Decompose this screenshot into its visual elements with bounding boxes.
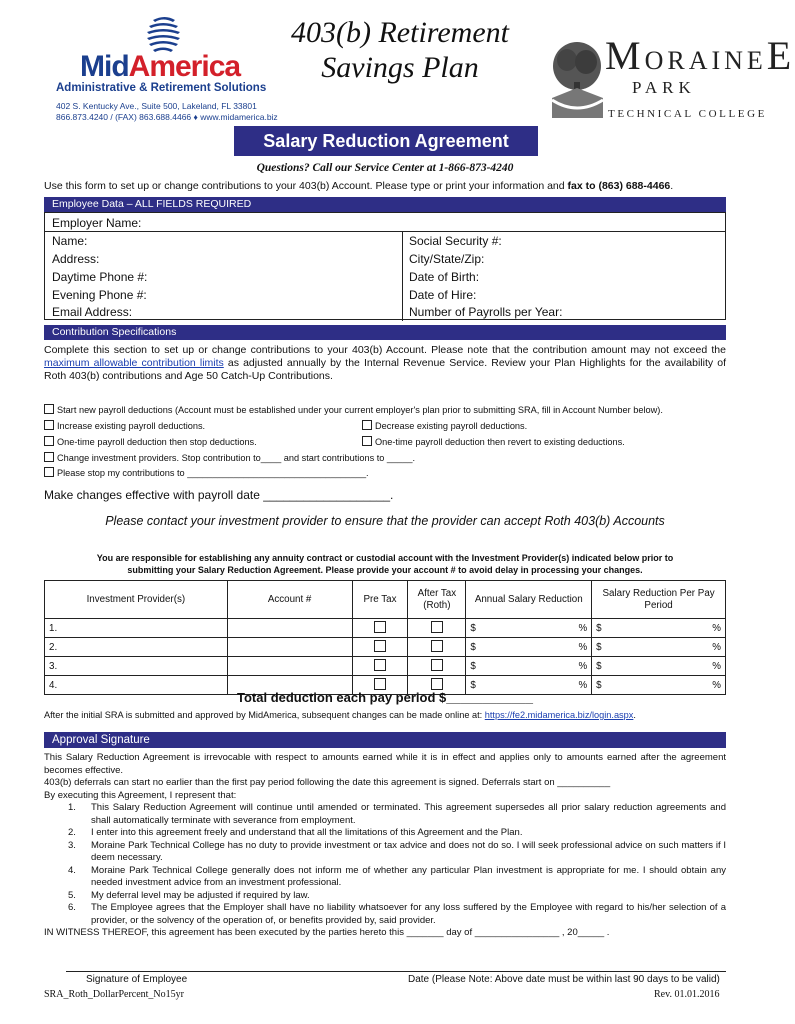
witness-date-field[interactable]: IN WITNESS THEREOF, this agreement has been executed by the parties hereto this _______ day of ________________ , 20_____ . <box>44 927 610 938</box>
daytime-phone-field[interactable]: Daytime Phone #: <box>52 270 148 284</box>
address-line: 402 S. Kentucky Ave., Suite 500, Lakeland, FL 33801 <box>56 101 257 111</box>
logo-subtitle: Administrative & Retirement Solutions <box>56 82 267 94</box>
pretax-cell[interactable] <box>352 657 408 676</box>
col-header-provider: Investment Provider(s) <box>45 581 228 619</box>
contribution-limits-link[interactable]: maximum allowable contribution limits <box>44 357 224 369</box>
col-header-annual: Annual Salary Reduction <box>466 581 592 619</box>
checkbox[interactable] <box>374 621 386 633</box>
annual-cell[interactable]: $ % <box>466 657 592 676</box>
investment-provider-table <box>44 580 726 695</box>
service-center-note: Questions? Call our Service Center at 1-866-873-4240 <box>256 162 514 174</box>
checkbox[interactable] <box>44 420 54 430</box>
employee-signature-label: Signature of Employee <box>86 974 188 985</box>
college-name: MORAINEE <box>605 33 795 78</box>
pretax-cell[interactable] <box>352 619 408 638</box>
list-item: 1. This Salary Reduction Agreement will continue until amended or terminated. This agreement supersedes all prior salary reduction agreements and shall automatically terminate with severance from employment. <box>68 802 726 826</box>
approval-header: Approval Signature <box>44 732 726 748</box>
per-pay-cell[interactable]: $ % <box>592 657 726 676</box>
pretax-cell[interactable] <box>352 638 408 657</box>
per-pay-cell[interactable]: $ % <box>592 619 726 638</box>
employee-data-box <box>44 212 726 320</box>
online-changes-note: After the initial SRA is submitted and approved by MidAmerica, subsequent changes can be made online at: https://fe2.midamerica.biz/login.aspx. <box>44 710 636 720</box>
intro-text: Use this form to set up or change contributions to your 403(b) Account. Please type or print your information and fax to (863) 688-4466. <box>44 180 674 192</box>
form-banner: Salary Reduction Agreement <box>234 126 538 156</box>
annual-cell[interactable]: $ % <box>466 676 592 695</box>
option-start-new[interactable]: Start new payroll deductions (Account must be established under your current employer's plan prior to submitting SRA, fill in Account Number below). <box>44 404 663 415</box>
city-state-zip-field[interactable]: City/State/Zip: <box>409 252 485 266</box>
annual-cell[interactable]: $ % <box>466 619 592 638</box>
checkbox[interactable] <box>431 659 443 671</box>
effective-date-field[interactable]: Make changes effective with payroll date ___________________. <box>44 488 394 502</box>
col-header-pretax: Pre Tax <box>352 581 408 619</box>
checkbox[interactable] <box>44 452 54 462</box>
checkbox[interactable] <box>44 467 54 477</box>
checkbox[interactable] <box>374 678 386 690</box>
checkbox[interactable] <box>431 640 443 652</box>
responsibility-note: You are responsible for establishing any annuity contract or custodial account with the Investment Provider(s) indicated below prior to submitting your Salary Reduction Agreement. Please provide your account # to avoid delay in processing your changes. <box>96 553 674 575</box>
option-decrease[interactable]: Decrease existing payroll deductions. <box>362 420 527 431</box>
college-subtitle: TECHNICAL COLLEGE <box>608 108 767 120</box>
list-item: 3. Moraine Park Technical College has no duty to provide investment or tax advice and does not do so. I will seek professional advice on such matters if I deem necessary. <box>68 839 726 863</box>
provider-cell[interactable]: 3. <box>45 657 228 676</box>
provider-cell[interactable]: 4. <box>45 676 228 695</box>
list-item: 2. I enter into this agreement freely and understand that all the limitations of this Agreement and the Plan. <box>68 827 523 838</box>
checkbox[interactable] <box>431 678 443 690</box>
option-increase[interactable]: Increase existing payroll deductions. <box>44 420 205 431</box>
checkbox[interactable] <box>44 404 54 414</box>
checkbox[interactable] <box>431 621 443 633</box>
checkbox[interactable] <box>362 420 372 430</box>
account-cell[interactable] <box>227 657 352 676</box>
signature-line[interactable] <box>66 971 726 972</box>
table-header-row <box>45 581 726 619</box>
represent-intro: By executing this Agreement, I represent that: <box>44 789 237 801</box>
checkbox[interactable] <box>374 640 386 652</box>
option-change-provider[interactable]: Change investment providers. Stop contribution to____ and start contributions to _____. <box>44 452 415 463</box>
col-header-per-pay: Salary Reduction Per Pay Period <box>592 581 726 619</box>
college-park: PARK <box>632 78 696 97</box>
table-row <box>45 657 726 676</box>
dob-field[interactable]: Date of Birth: <box>409 270 480 284</box>
per-pay-cell[interactable]: $ % <box>592 638 726 657</box>
contact-line: 866.873.4240 / (FAX) 863.688.4466 ♦ www.midamerica.biz <box>56 112 278 122</box>
form-code: SRA_Roth_DollarPercent_No15yr <box>44 989 184 1000</box>
payrolls-per-year-field[interactable]: Number of Payrolls per Year: <box>409 305 563 319</box>
table-row <box>45 619 726 638</box>
tree-logo-icon <box>550 38 605 123</box>
email-field[interactable]: Email Address: <box>52 305 133 319</box>
provider-cell[interactable]: 1. <box>45 619 228 638</box>
company-address <box>56 101 278 123</box>
per-pay-cell[interactable]: $ % <box>592 676 726 695</box>
date-of-hire-field[interactable]: Date of Hire: <box>409 288 477 302</box>
list-item: 5. My deferral level may be adjusted if required by law. <box>68 889 310 901</box>
aftertax-cell[interactable] <box>408 638 466 657</box>
revision-date: Rev. 01.01.2016 <box>654 989 720 1000</box>
aftertax-cell[interactable] <box>408 619 466 638</box>
contribution-instructions: Complete this section to set up or change contributions to your 403(b) Account. Please note that the contribution amount may not exceed the maximum allowable contribution limits as adjusted annually by the Internal Revenue Service. Review your Plan Highlights for the availability of Roth 403(b) contributions and Age 50 Catch-Up Contributions. <box>44 344 726 382</box>
annual-cell[interactable]: $ % <box>466 638 592 657</box>
roth-contact-note: Please contact your investment provider to ensure that the provider can accept Roth 403(b) Accounts <box>105 514 665 528</box>
list-item: 6. The Employee agrees that the Employer shall have no liability whatsoever for any loss suffered by the Employee with regard to his/her selection of a provider, or the solvency of the operation of, or benefits provided by, said provider. <box>68 902 726 926</box>
col-header-aftertax: After Tax (Roth) <box>408 581 466 619</box>
employee-data-header: Employee Data – ALL FIELDS REQUIRED <box>44 197 726 212</box>
name-field[interactable]: Name: <box>52 234 88 248</box>
ssn-field[interactable]: Social Security #: <box>409 234 502 248</box>
option-onetime-stop[interactable]: One-time payroll deduction then stop deductions. <box>44 436 257 447</box>
address-field[interactable]: Address: <box>52 252 100 266</box>
option-onetime-revert[interactable]: One-time payroll deduction then revert to existing deductions. <box>362 436 625 447</box>
form-title: 403(b) Retirement Savings Plan <box>291 16 509 84</box>
list-item: 4. Moraine Park Technical College generally does not inform me of whether any particular Plan investment is appropriate for me. I should obtain any needed investment advice from an investment professional. <box>68 864 726 888</box>
irrevocable-note: This Salary Reduction Agreement is irrevocable with respect to amounts earned while it is in effect and applies only to amounts earned after the agreement becomes effective. <box>44 752 726 776</box>
date-label: Date (Please Note: Above date must be within last 90 days to be valid) <box>408 974 720 985</box>
account-cell[interactable] <box>227 638 352 657</box>
deferral-start-field[interactable]: 403(b) deferrals can start no earlier than the first pay period following the date this agreement is signed. Deferrals start on __________ <box>44 777 611 788</box>
table-row <box>45 638 726 657</box>
checkbox[interactable] <box>374 659 386 671</box>
evening-phone-field[interactable]: Evening Phone #: <box>52 288 147 302</box>
option-stop-contributions[interactable]: Please stop my contributions to ___________________________________. <box>44 467 369 478</box>
employer-name-field[interactable]: Employer Name: <box>52 216 142 230</box>
approval-terms <box>44 752 726 940</box>
online-login-link[interactable]: https://fe2.midamerica.biz/login.aspx <box>484 710 634 720</box>
col-header-account: Account # <box>227 581 352 619</box>
account-cell[interactable] <box>227 619 352 638</box>
provider-cell[interactable]: 2. <box>45 638 228 657</box>
midamerica-logo: MidAmerica <box>80 50 241 83</box>
checkbox[interactable] <box>44 436 54 446</box>
total-deduction-field[interactable]: Total deduction each pay period $____________ <box>237 690 533 705</box>
checkbox[interactable] <box>362 436 372 446</box>
aftertax-cell[interactable] <box>408 657 466 676</box>
contribution-header: Contribution Specifications <box>44 325 726 340</box>
